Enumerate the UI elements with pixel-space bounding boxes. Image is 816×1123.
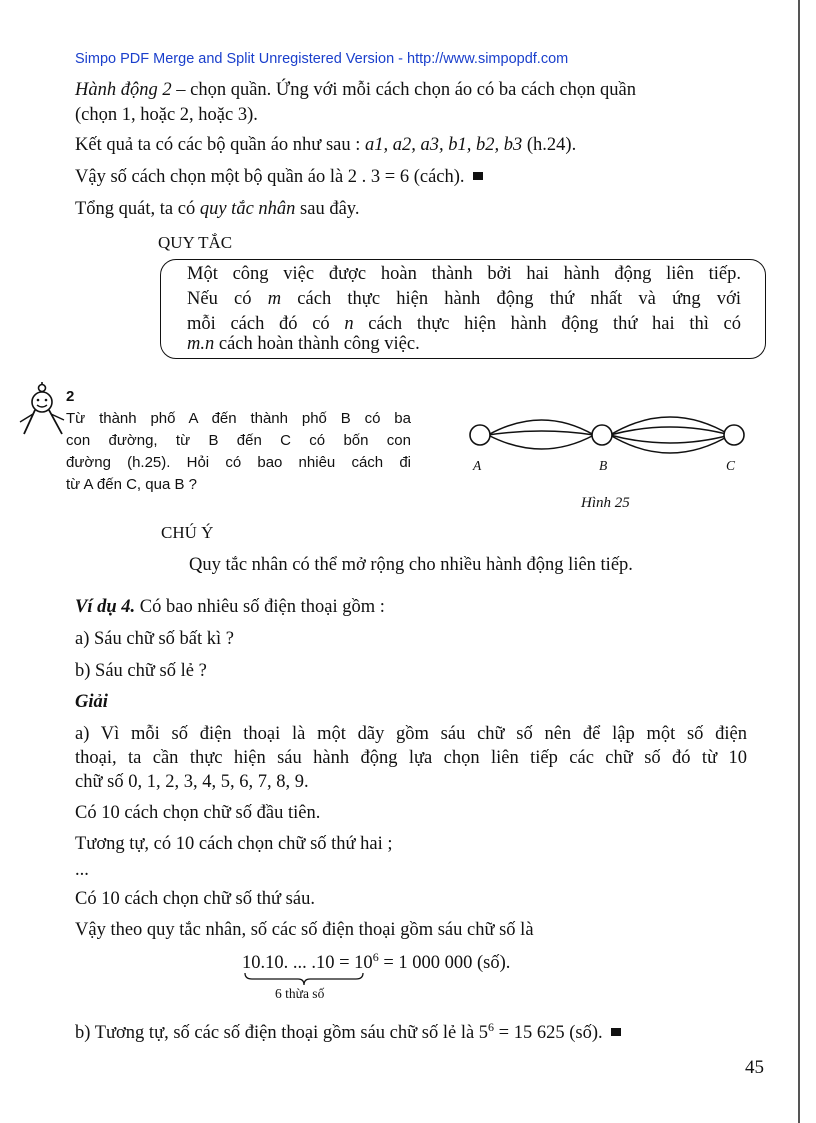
road-bc-3 [610,435,730,443]
example-question [75,595,385,620]
solution-b [75,1015,621,1046]
rule-heading: QUY TẮC [158,233,233,252]
note-text: Quy tắc nhân có thể mở rộng cho nhiều hành động liên tiếp. [189,555,633,575]
figure-caption: Hình 25 [581,495,630,511]
exercise-line-4: từ A đến C, qua B ? [66,476,197,493]
solution-a-line-3: chữ số 0, 1, 2, 3, 4, 5, 6, 7, 8, 9. [75,772,309,792]
ellipsis: ... [75,860,89,880]
rule-text: mỗi cách đó có [187,314,345,334]
action2-label: Hành động 2 [75,80,172,100]
exercise-line-2: con đường, từ B đến C có bốn con [66,432,411,449]
rule-text: cách thực hiện hành động thứ hai thì có [353,314,741,334]
note-heading: CHÚ Ý [161,523,214,542]
exercise-line-3: đường (h.25). Hỏi có bao nhiêu cách đi [66,454,411,471]
formula-eq: = 10 [334,953,373,974]
conclusion: Vậy theo quy tắc nhân, số các số điện thoại gồm sáu chữ số là [75,920,534,940]
solution-label: Giải [75,692,108,712]
general-term: quy tắc nhân [199,199,296,219]
pdf-watermark: Simpo PDF Merge and Split Unregistered Version - http://www.simpopdf.com [75,51,569,67]
step-sixth: Có 10 cách chọn chữ số thứ sáu. [75,889,315,909]
underbrace [244,972,364,986]
rule-line-4 [187,332,741,357]
rule-line-2 [187,287,741,312]
example-part-b: b) Sáu chữ số lẻ ? [75,661,207,681]
rule-text: cách thực hiện hành động thứ nhất và ứng với [281,289,741,309]
brace-label: 6 thừa số [275,986,325,1001]
solution-b-exponent: 6 [488,1020,495,1034]
road-ab-2 [488,431,594,435]
action2-text: – chọn quần. Ứng với mỗi cách chọn áo có ba cách chọn quần [171,80,637,100]
formula-exponent: 6 [372,950,379,964]
general-suffix: sau đây. [295,199,360,219]
road-bc-1 [610,417,730,435]
result-items: a1, a2, a3, b1, b2, b3 [365,135,523,155]
road-bc-4 [610,435,730,453]
count-line [75,165,483,190]
solution-b-suffix: = 15 625 (số). [494,1023,603,1044]
solution-b-prefix: b) Tương tự, số các số điện thoại gồm sáu chữ số lẻ là 5 [75,1023,489,1044]
example-question-text: Có bao nhiêu số điện thoại gồm : [135,597,385,617]
result-line [75,133,576,158]
formula-result: = 1 000 000 (số). [378,953,511,974]
general-line [75,197,359,222]
node-a [470,425,490,445]
compass-icon [18,382,66,438]
end-of-proof-icon [473,172,483,180]
node-label-a: A [473,458,482,473]
general-prefix: Tổng quát, ta có [75,199,200,219]
exercise-number: 2 [66,388,75,405]
result-prefix: Kết quả ta có các bộ quần áo như sau : [75,135,365,155]
page-number: 45 [745,1057,764,1078]
step-second: Tương tự, có 10 cách chọn chữ số thứ hai ; [75,834,393,854]
formula-product: 10.10. ... .10 [242,953,335,974]
node-c [724,425,744,445]
solution-a-line-1: a) Vì mỗi số điện thoại là một dãy gồm sáu chữ số nên để lập một số điện [75,724,747,744]
action2-line1 [75,78,636,103]
count-text: Vậy số cách chọn một bộ quần áo là 2 . 3 = 6 (cách). [75,167,465,187]
example-label: Ví dụ 4. [75,597,136,617]
node-label-c: C [726,458,736,473]
rule-text: Nếu có [187,289,268,309]
road-ab-3 [488,435,594,449]
result-suffix: (h.24). [522,135,577,155]
page-edge [798,0,800,1123]
rule-var-n: n [344,314,354,334]
rule-text: cách hoàn thành công việc. [214,334,420,354]
end-of-proof-icon [611,1028,621,1036]
node-label-b: B [599,458,608,473]
road-bc-2 [610,427,730,435]
example-part-a: a) Sáu chữ số bất kì ? [75,629,235,649]
node-b [592,425,612,445]
exercise-line-1: Từ thành phố A đến thành phố B có ba [66,410,411,427]
action2-line2: (chọn 1, hoặc 2, hoặc 3). [75,105,258,125]
solution-a-line-2: thoại, ta cần thực hiện sáu hành động lựa chọn liên tiếp các chữ số đó từ 10 [75,748,747,768]
rule-line-1: Một công việc được hoàn thành bởi hai hành động liên tiếp. [187,264,741,284]
product-formula [242,950,510,974]
rule-var-m: m [267,289,282,309]
rule-var-mn: m.n [187,334,215,354]
step-first: Có 10 cách chọn chữ số đầu tiên. [75,803,321,823]
